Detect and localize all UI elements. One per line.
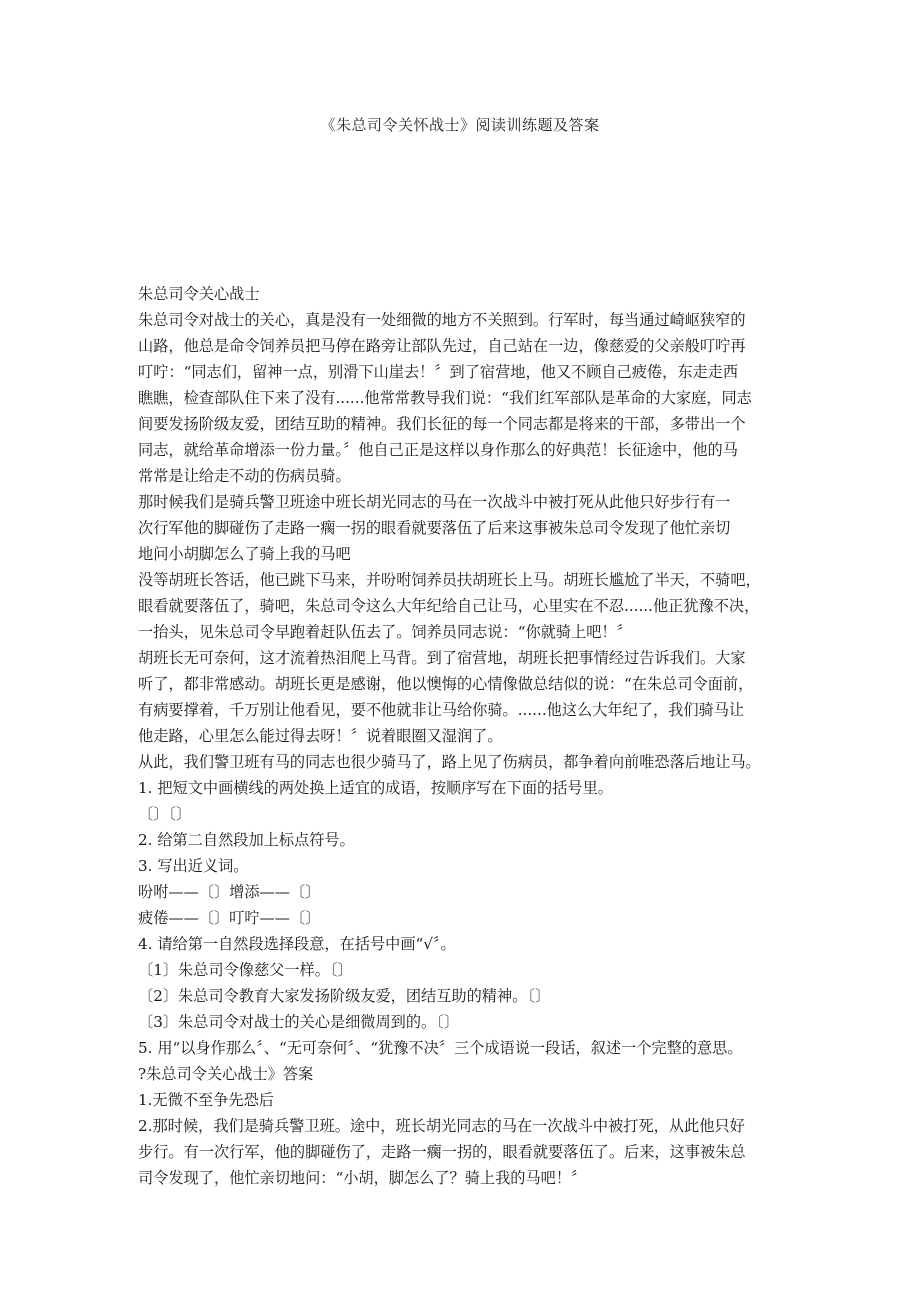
- text-line: 间要发扬阶级友爱，团结互助的精神。我们长征的每一个同志都是将来的干部，多带出一个: [138, 415, 746, 433]
- question-1-blanks: 〔〕〔〕: [138, 805, 192, 823]
- paragraph-1: [138, 307, 798, 489]
- text-line: 他走路，心里怎么能过得去呀！〞说着眼圈又湿润了。: [138, 727, 503, 745]
- text-line: 地问小胡脚怎么了骑上我的马吧: [138, 545, 351, 563]
- answer-2-cont: 步行。有一次行军，他的脚碰伤了，走路一瘸一拐的，眼看就要落伍了。后来，这事被朱总: [138, 1143, 746, 1161]
- text-line: 一抬头，见朱总司令早跑着赶队伍去了。饲养员同志说：“你就骑上吧！〞: [138, 623, 632, 641]
- answer-1: 1.无微不至争先恐后: [138, 1091, 274, 1109]
- question-2: 2. 给第二自然段加上标点符号。: [138, 831, 355, 849]
- answers-section: [138, 1061, 798, 1191]
- text-line: 胡班长无可奈何，这才流着热泪爬上马背。到了宿营地，胡班长把事情经过告诉我们。大家: [138, 649, 746, 667]
- answers-heading: ?朱总司令关心战士》答案: [138, 1065, 314, 1083]
- text-line: 有病要撑着，千万别让他看见，要不他就非让马给你骑。......他这么大年纪了，我们骑马让: [138, 701, 745, 719]
- article-heading: 朱总司令关心战士: [138, 285, 260, 303]
- question-4: 4. 请给第一自然段选择段意，在括号中画“√〞。: [138, 935, 456, 953]
- paragraph-4: [138, 645, 798, 749]
- text-line: 次行军他的脚碰伤了走路一瘸一拐的眼看就要落伍了后来这事被朱总司令发现了他忙亲切: [138, 519, 731, 537]
- text-line: 常常是让给走不动的伤病员骑。: [138, 467, 351, 485]
- answer-2-cont: 司令发现了，他忙亲切地问：“小胡，脚怎么了？骑上我的马吧！〞: [138, 1169, 587, 1187]
- text-line: 瞧瞧，检查部队住下来了没有......他常常教导我们说：“我们红军部队是革命的大家庭，同志: [138, 389, 752, 407]
- text-line: 朱总司令对战士的关心，真是没有一处细微的地方不关照到。行军时，每当通过崎岖狭窄的: [138, 311, 746, 329]
- document-body: [138, 281, 798, 1191]
- question-5: 5. 用“以身作那么〞、“无可奈何〞、“犹豫不决〞三个成语说一段话，叙述一个完整的意思。: [138, 1039, 743, 1057]
- question-3-row-1: 吩咐——〔〕增添——〔〕: [138, 883, 321, 901]
- question-3: 3. 写出近义词。: [138, 857, 249, 875]
- paragraph-2: [138, 489, 798, 567]
- text-line: 那时候我们是骑兵警卫班途中班长胡光同志的马在一次战斗中被打死从此他只好步行有一: [138, 493, 731, 511]
- text-line: 山路，他总是命令饲养员把马停在路旁让部队先过，自己站在一边，像慈爱的父亲般叮咛再: [138, 337, 746, 355]
- text-line: 同志，就给革命增添一份力量。〞他自己正是这样以身作那么的好典范！长征途中，他的马: [138, 441, 738, 459]
- text-line: 没等胡班长答话，他已跳下马来，并吩咐饲养员扶胡班长上马。胡班长尴尬了半天，不骑吧，: [138, 571, 761, 589]
- paragraph-3: [138, 567, 798, 645]
- question-1: 1. 把短文中画横线的两处换上适宜的成语，按顺序写在下面的括号里。: [138, 779, 613, 797]
- questions-section: [138, 775, 798, 1061]
- text-line: 听了，都非常感动。胡班长更是感谢，他以懊悔的心情像做总结似的说：“在朱总司令面前，: [138, 675, 754, 693]
- text-line: 眼看就要落伍了，骑吧，朱总司令这么大年纪给自己让马，心里实在不忍......他正犹豫不决，: [138, 597, 760, 615]
- text-line: 从此，我们警卫班有马的同志也很少骑马了，路上见了伤病员，都争着向前唯恐落后地让马。: [138, 753, 761, 771]
- question-4-option-2: 〔2〕朱总司令教育大家发扬阶级友爱，团结互助的精神。〔〕: [138, 987, 551, 1005]
- paragraph-5: [138, 749, 798, 775]
- question-4-option-3: 〔3〕朱总司令对战士的关心是细微周到的。〔〕: [138, 1013, 460, 1031]
- question-4-option-1: 〔1〕朱总司令像慈父一样。〔〕: [138, 961, 353, 979]
- document-title: 《朱总司令关怀战士》阅读训练题及答案: [320, 116, 600, 134]
- text-line: 叮咛：“同志们，留神一点，别滑下山崖去！〞到了宿营地，他又不顾自己疲倦，东走走西: [138, 363, 739, 381]
- answer-2: 2.那时候，我们是骑兵警卫班。途中，班长胡光同志的马在一次战斗中被打死，从此他只好: [138, 1117, 745, 1135]
- question-3-row-2: 疲倦——〔〕叮咛——〔〕: [138, 909, 321, 927]
